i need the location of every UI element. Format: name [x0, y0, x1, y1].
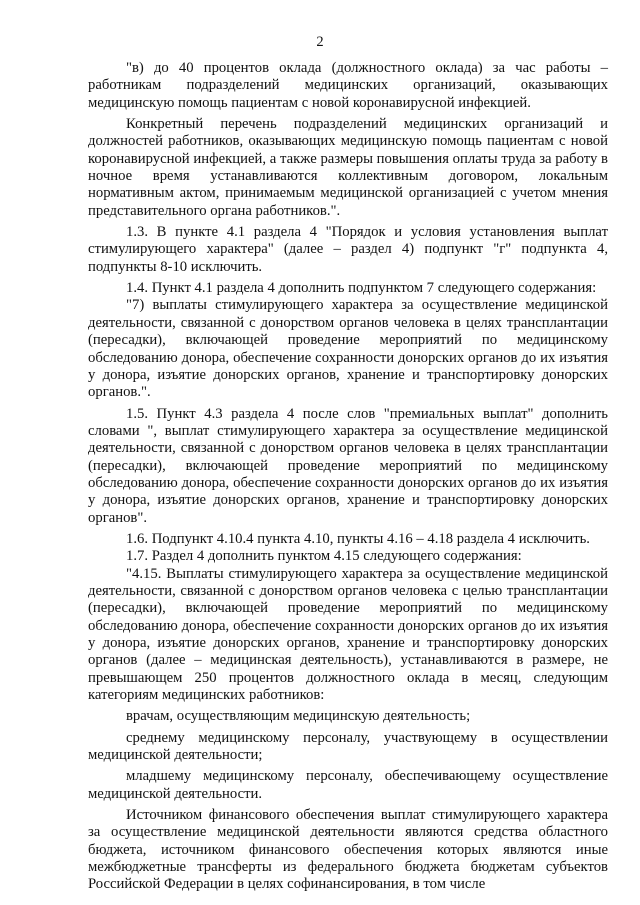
paragraph-item-v: "в) до 40 процентов оклада (должностного оклада) за час работы – работникам подразделений медицинских организаций, оказывающих медицинскую помощь пациентам с новой коронавирусной инфекцией. [88, 60, 608, 111]
document-body [88, 60, 608, 894]
paragraph-funding-source: Источником финансового обеспечения выплат стимулирующего характера за осуществление медицинской деятельности являются средства областного бюджета, источником финансового обеспечения которых являются иные межбюджетные трансферты из федерального бюджета бюджетам субъектов Российской Федерации в целях софинансирования, в том числе [88, 807, 608, 893]
paragraph-subitem-7: "7) выплаты стимулирующего характера за осуществление медицинской деятельности, связанной с донорством органов человека в целях трансплантации (пересадки), включающей проведение мероприятий по медицинскому обследованию донора, обеспечение сохранности донорских органов до их изъятия у донора, изъятие донорских органов, хранение и транспортировку донорских органов.". [88, 297, 608, 401]
paragraph-1-4: 1.4. Пункт 4.1 раздела 4 дополнить подпунктом 7 следующего содержания: [126, 280, 597, 297]
paragraph-1-6: 1.6. Подпункт 4.10.4 пункта 4.10, пункты 4.16 – 4.18 раздела 4 исключить. [126, 530, 590, 547]
paragraph-specific-list: Конкретный перечень подразделений медицинских организаций и должностей работников, оказывающих медицинскую помощь пациентам с новой коронавирусной инфекцией, а также размеры повышения оплаты труда за работу в ночное время устанавливаются коллективным договором, локальным нормативным актом, принимаемым медицинской организацией с учетом мнения представительного органа работников.". [88, 116, 608, 219]
paragraph-1-7: 1.7. Раздел 4 дополнить пунктом 4.15 следующего содержания: [126, 548, 522, 565]
paragraph-nurses: среднему медицинскому персоналу, участвующему в осуществлении медицинской деятельности; [88, 729, 608, 764]
paragraph-doctors: врачам, осуществляющим медицинскую деятельность; [126, 708, 471, 725]
paragraph-1-5: 1.5. Пункт 4.3 раздела 4 после слов "премиальных выплат" дополнить словами ", выплат стимулирующего характера за осуществление медицинской деятельности, связанной с донорством органов человека в целях трансплантации (пересадки), включающей проведение мероприятий по медицинскому обследованию донора, обеспечение сохранности донорских органов до их изъятия у донора, изъятие донорских органов, хранение и транспортировку донорских органов". [88, 405, 608, 526]
page-number: 2 [316, 34, 324, 50]
paragraph-1-3: 1.3. В пункте 4.1 раздела 4 "Порядок и условия установления выплат стимулирующего характера" (далее – раздел 4) подпункт "г" подпункта 4, подпункты 8-10 исключить. [88, 224, 608, 275]
paragraph-4-15: "4.15. Выплаты стимулирующего характера за осуществление медицинской деятельности, связанной с донорством органов человека с целью трансплантации (пересадки), включающей проведение мероприятий по медицинскому обследованию донора, обеспечение сохранности донорских органов до их изъятия у донора, изъятие донорских органов, хранение и транспортировку донорских органов (далее – медицинская деятельность), устанавливаются в размере, не превышающем 250 процентов должностного оклада в месяц, следующим категориям медицинских работников: [88, 565, 608, 704]
paragraph-junior-staff: младшему медицинскому персоналу, обеспечивающему осуществление медицинской деятельности. [88, 768, 608, 802]
